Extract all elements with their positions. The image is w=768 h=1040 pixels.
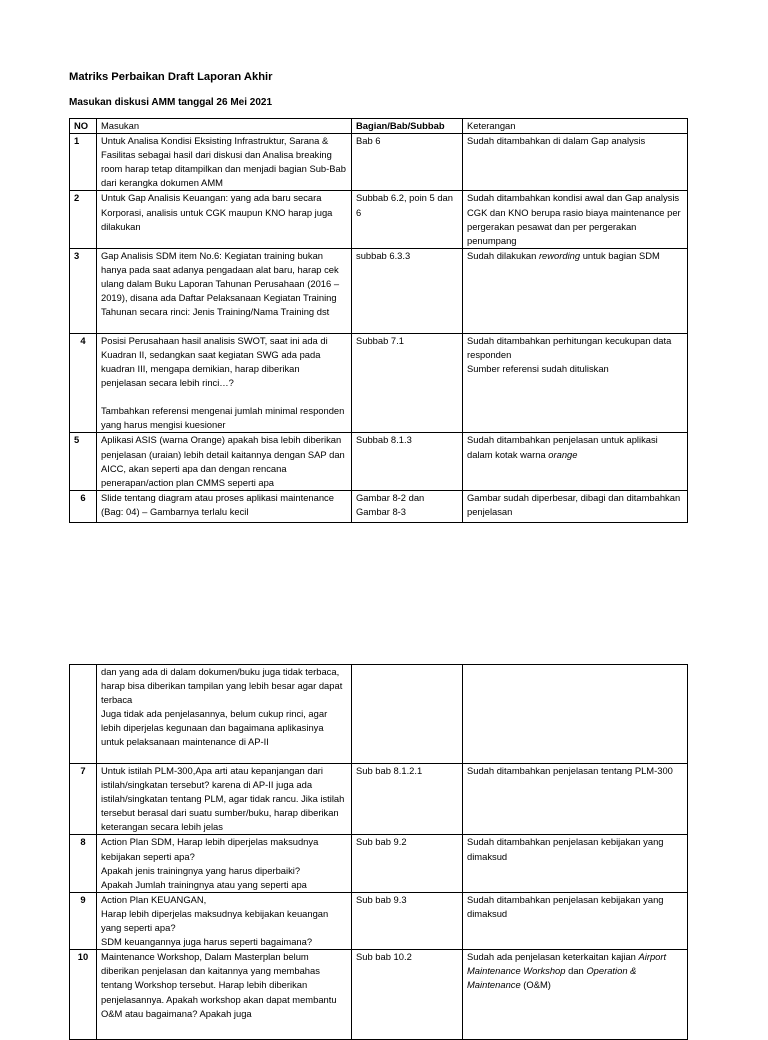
table-row (70, 490, 688, 522)
row-number (70, 665, 97, 764)
row-masukan: Untuk Analisa Kondisi Eksisting Infrastruktur, Sarana & Fasilitas sebagai hasil dari diskusi dan Analisa breaking room harap tetap ditampilkan dan menjadi bagian Sub-Bab dari kerangka dokumen AMM (97, 134, 352, 191)
table-row (70, 333, 688, 433)
row-number: 9 (70, 892, 97, 949)
row-bagian: Bab 6 (352, 134, 463, 191)
masukan-paragraph: Posisi Perusahaan hasil analisis SWOT, saat ini ada di Kuadran II, sedangkan saat kegiatan SWG ada pada kuadran III, mengapa demikian, harap diberikan penjelasan secara lebih rinci…? (101, 334, 328, 389)
row-keterangan (463, 665, 688, 764)
row-masukan (97, 892, 352, 949)
revision-matrix-table-continued (69, 664, 688, 1040)
keterangan-emphasis: Operation & Maintenance (467, 965, 637, 991)
table-row (70, 134, 688, 191)
keterangan-text: Sudah dilakukan (467, 249, 539, 261)
row-keterangan: Sudah ditambahkan penjelasan kebijakan yang dimaksud (463, 892, 688, 949)
table-row (70, 835, 688, 892)
keterangan-emphasis: rewording (538, 249, 581, 261)
row-keterangan: Sudah ditambahkan penjelasan kebijakan yang dimaksud (463, 835, 688, 892)
row-keterangan (463, 333, 688, 433)
row-bagian: Sub bab 8.1.2.1 (352, 764, 463, 835)
row-keterangan: Gambar sudah diperbesar, dibagi dan ditambahkan penjelasan (463, 490, 688, 522)
header-masukan: Masukan (97, 119, 352, 134)
row-masukan: Maintenance Workshop, Dalam Masterplan belum diberikan penjelasan dan kaitannya yang membahas tentang Workshop tersebut. Harap lebih diberikan penjelasannya. Apakah workshop akan dapat membantu O&M atau bagaimana? Apakah juga (97, 950, 352, 1040)
keterangan-emphasis: orange (548, 448, 578, 460)
revision-matrix-table (69, 118, 688, 523)
row-keterangan (463, 248, 688, 333)
table-header-row (70, 119, 688, 134)
row-masukan: Untuk Gap Analisis Keuangan: yang ada baru secara Korporasi, analisis untuk CGK maupun KNO harap juga dilakukan (97, 191, 352, 248)
masukan-paragraph: Tambahkan referensi mengenai jumlah minimal responden yang harus mengisi kuesioner (101, 405, 345, 431)
masukan-paragraph: Juga tidak ada penjelasannya, belum cukup rinci, agar lebih diperjelas kegunaan dan bagaimana aplikasinya untuk pelaksanaan maintenance di AP-II (101, 708, 328, 748)
document-subtitle: Masukan diskusi AMM tanggal 26 Mei 2021 (69, 97, 273, 108)
row-number: 5 (70, 433, 97, 490)
row-masukan: Aplikasi ASIS (warna Orange) apakah bisa lebih diberikan penjelasan (uraian) lebih detail kaitannya dengan SAP dan AICC, akan seperti apa dan dengan rencana penerapan/action plan CMMS seperti apa (97, 433, 352, 490)
table-row-continuation (70, 665, 688, 764)
row-keterangan (463, 950, 688, 1040)
keterangan-emphasis: Airport Maintenance Workshop (467, 951, 667, 977)
row-keterangan: Sudah ditambahkan kondisi awal dan Gap analysis CGK dan KNO berupa rasio biaya maintenance per pergerakan pesawat dan per pergerakan penumpang (463, 191, 688, 248)
table-row (70, 950, 688, 1040)
masukan-line: Harap lebih diperjelas maksudnya kebijakan keuangan yang seperti apa? (101, 907, 329, 934)
row-number: 10 (70, 950, 97, 1040)
keterangan-text: (O&M) (520, 979, 551, 991)
document-title: Matriks Perbaikan Draft Laporan Akhir (69, 71, 273, 83)
row-bagian: subbab 6.3.3 (352, 248, 463, 333)
keterangan-text: untuk bagian SDM (580, 249, 660, 261)
masukan-line: Action Plan KEUANGAN, (101, 893, 207, 905)
masukan-paragraph: dan yang ada di dalam dokumen/buku juga tidak terbaca, harap bisa diberikan tampilan yang lebih besar agar dapat terbaca (101, 666, 343, 706)
header-no: NO (70, 119, 97, 134)
table-row (70, 248, 688, 333)
row-bagian: Subbab 8.1.3 (352, 433, 463, 490)
masukan-line: Action Plan SDM, Harap lebih diperjelas maksudnya kebijakan seperti apa? (101, 836, 319, 862)
row-bagian (352, 665, 463, 764)
row-number: 1 (70, 134, 97, 191)
header-keterangan: Keterangan (463, 119, 688, 134)
row-masukan: Gap Analisis SDM item No.6: Kegiatan training bukan hanya pada saat adanya pengadaan alat baru, harap cek ulang dalam Buku Laporan Tahunan Perusahaan (2016 – 2019), disana ada Daftar Pelaksanaan Kegiatan Training Tahunan secara rinci: Jenis Training/Nama Training dst (97, 248, 352, 333)
row-bagian: Gambar 8-2 dan Gambar 8-3 (352, 490, 463, 522)
row-masukan: Slide tentang diagram atau proses aplikasi maintenance (Bag: 04) – Gambarnya terlalu kecil (97, 490, 352, 522)
row-masukan (97, 333, 352, 433)
row-keterangan: Sudah ditambahkan penjelasan tentang PLM-300 (463, 764, 688, 835)
row-number: 6 (70, 490, 97, 522)
masukan-line: SDM keuangannya juga harus seperti bagaimana? (101, 936, 313, 948)
row-masukan (97, 835, 352, 892)
row-bagian: Sub bab 9.2 (352, 835, 463, 892)
table-row (70, 191, 688, 248)
masukan-line: Apakah jenis trainingnya yang harus diperbaiki? (101, 864, 301, 876)
row-number: 4 (70, 333, 97, 433)
row-number: 8 (70, 835, 97, 892)
row-keterangan (463, 433, 688, 490)
row-number: 3 (70, 248, 97, 333)
table-row (70, 433, 688, 490)
row-keterangan: Sudah ditambahkan di dalam Gap analysis (463, 134, 688, 191)
row-number: 7 (70, 764, 97, 835)
row-bagian: Sub bab 10.2 (352, 950, 463, 1040)
row-bagian: Subbab 7.1 (352, 333, 463, 433)
row-masukan (97, 665, 352, 764)
keterangan-text: dan (565, 965, 587, 977)
keterangan-line: Sudah ditambahkan perhitungan kecukupan data responden (467, 334, 672, 360)
table-row (70, 892, 688, 949)
masukan-line: Apakah Jumlah trainingnya atau yang seperti apa (101, 878, 307, 890)
table-row (70, 764, 688, 835)
header-bagian: Bagian/Bab/Subbab (352, 119, 463, 134)
row-bagian: Subbab 6.2, poin 5 dan 6 (352, 191, 463, 248)
keterangan-line: Sumber referensi sudah dituliskan (467, 363, 609, 375)
keterangan-text: Sudah ada penjelasan keterkaitan kajian (467, 951, 639, 963)
keterangan-text: Sudah ditambahkan penjelasan untuk aplikasi dalam kotak warna (467, 434, 658, 460)
row-masukan: Untuk istilah PLM-300,Apa arti atau kepanjangan dari istilah/singkatan tersebut? karena di AP-II juga ada istilah/singkatan tentang PLM, agar tidak rancu. Jika istilah tersebut berasal dari suatu sumber/buku, harap diberikan keterangan secara lebih jelas (97, 764, 352, 835)
row-number: 2 (70, 191, 97, 248)
row-bagian: Sub bab 9.3 (352, 892, 463, 949)
